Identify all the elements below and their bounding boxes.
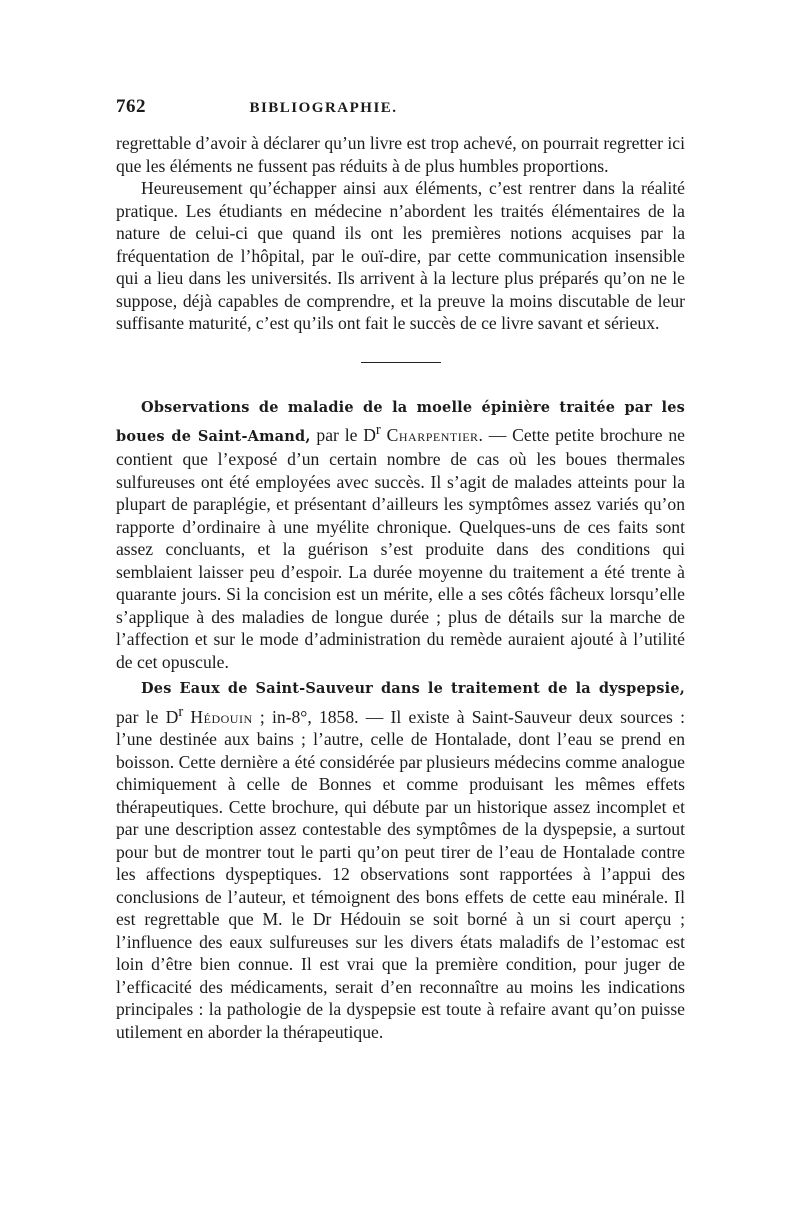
review-byline-sup: r [178, 703, 184, 720]
review-byline-sup: r [375, 422, 381, 438]
review-byline: par le D [116, 706, 179, 727]
review-title: Des Eaux de Saint-Sauveur dans le traitement de la dyspepsie, [141, 680, 685, 698]
review-charpentier [116, 395, 685, 674]
review-body: ; in-8°, 1858. — Il existe à Saint-Sauveur deux sources : l’une destinée aux bains ; l’autre, celle de Hontalade, dont l’eau se prend en boisson. Cette dernière a été considérée par plusieurs médecins comme analogue chimiquement à celle de Bonnes et comme produisant les mêmes effets thérapeutiques. Cette brochure, qui débute par un historique assez incomplet et par une description assez contestable des symptômes de la dyspepsie, a surtout pour but de montrer tout le parti qu’on peut tirer de l’eau de Hontalade contre les affections dyspeptiques. 12 observations sont rapportées à l’appui des conclusions de l’auteur, et témoignent des bons effets de cette eau minérale. Il est regrettable que M. le Dr Hédouin se soit borné à un si court aperçu ; l’influence des eaux sulfureuses sur les divers états maladifs de l’estomac est loin d’être bien connue. Il est vrai que la première condition, pour juger de l’efficacité des médicaments, serait d’en reconnaître au moins les indications principales : la pathologie de la dyspepsie est toute à refaire avant qu’on puisse utilement en aborder la thérapeutique. [116, 706, 685, 1042]
review-byline: par le D [310, 424, 376, 445]
review-body: . — Cette petite brochure ne contient que l’exposé d’un certain nombre de cas où les boues thermales sulfureuses ont été employées avec succès. Il s’agit de malades atteints pour la plupart de paraplégie, et présentant d’ailleurs les symptômes assez variés qu’on rapporte d’ordinaire à une myélite chronique. Quelques-uns de ces faits sont assez concluants, et la guérison s’est produite dans des conditions qui semblaient laisser peu d’espoir. La durée moyenne du traitement a été trente à quarante jours. Si la concision est un mérite, elle a ses côtés fâcheux lorsqu’elle s’applique à des maladies de longue durée ; plus de détails sur la marche de l’affection et sur le mode d’administration du remède auraient ajouté à l’utilité de cet opuscule. [116, 424, 685, 672]
intro-paragraph-continued: regrettable d’avoir à déclarer qu’un livre est trop achevé, on pourrait regretter ici que les éléments ne fussent pas réduits à de plus humbles proportions. [116, 133, 685, 176]
intro-paragraph: Heureusement qu’échapper ainsi aux éléments, c’est rentrer dans la réalité pratique. Les étudiants en médecine n’abordent les traités élémentaires de la nature de celui-ci que quand ils ont les premières notions acquises par la fréquentation de l’hôpital, par le ouï-dire, par cette communication insensible qui a lieu dans les universités. Ils arrivent à la lecture plus préparés qu’on ne le suppose, déjà capables de comprendre, et la preuve la moins discutable de leur suffisante maturité, c’est qu’ils ont fait le succès de ce livre savant et sérieux. [116, 178, 685, 333]
review-author: Hédouin [190, 706, 253, 727]
section-divider [361, 362, 441, 363]
page-number: 762 [116, 96, 146, 117]
page-header [116, 96, 685, 120]
review-author: Charpentier [386, 424, 479, 445]
running-head: BIBLIOGRAPHIE. [249, 100, 398, 116]
review-title: Observations de maladie de la moelle épinière traitée par les boues de Saint-Amand, [116, 398, 685, 445]
review-hedouin [116, 676, 685, 1043]
